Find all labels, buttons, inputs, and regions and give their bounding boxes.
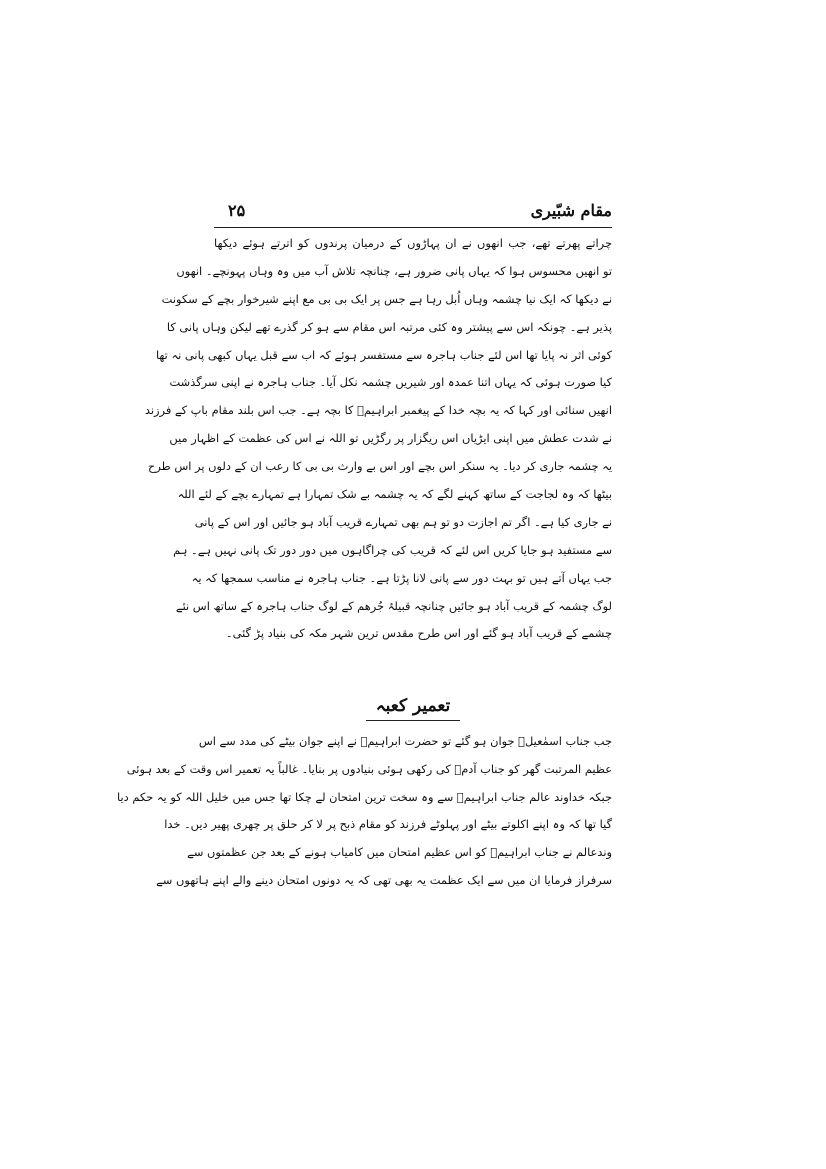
text-line: انھیں سنائی اور کہا کہ یہ بچہ خدا کے پیغمبر ابراہیمؑ کا بچہ ہے۔ جب اس بلند مقام باپ کے فرزند [144, 403, 612, 418]
section-heading [214, 694, 612, 721]
text-line: تو انھیں محسوس ہوا کہ یہاں پانی ضرور ہے، چنانچہ تلاش آب میں وہ وہاں پہونچے۔ انھوں [176, 263, 612, 278]
page-header [214, 201, 612, 225]
text-line: سے مستفید ہو جایا کریں اس لئے کہ قریب کی چراگاہوں میں دور دور تک پانی نہیں ہے۔ ہم [173, 542, 612, 557]
text-line: چشمے کے قریب آباد ہو گئے اور اس طرح مقدس ترین شہر مکہ کی بنیاد پڑ گئی۔ [225, 626, 612, 641]
text-line: وندعالم نے جناب ابراہیمؑ کو اس عظیم امتحان میں کامیاب ہونے کے بعد جن عظمتوں سے [187, 845, 612, 860]
text-line: چراتے پھرتے تھے، جب انھوں نے ان پہاڑوں کے درمیان پرندوں کو اترتے ہوئے دیکھا [214, 236, 612, 250]
text-line: عظیم المرتبت گھر کو جناب آدمؑ کی رکھی ہوئی بنیادوں پر بنایا۔ غالباً یہ تعمیر اس وقت کے بعد ہوئی [126, 761, 612, 776]
text-line: جب یہاں آتے ہیں تو بہت دور سے پانی لانا پڑتا ہے۔ جناب ہاجرہ نے مناسب سمجھا کہ یہ [191, 570, 612, 585]
text-line: نے جاری کیا ہے۔ اگر تم اجازت دو تو ہم بھی تمہارے قریب آباد ہو جائیں اور اس کے پانی [194, 514, 612, 529]
text-line: سرفراز فرمایا ان میں سے ایک عظمت یہ بھی تھی کہ یہ دونوں امتحان دینے والے اپنے ہاتھوں سے [156, 872, 612, 887]
page-number: ۲۵ [228, 201, 246, 220]
text-line: جب جناب اسمٰعیلؑ جوان ہو گئے تو حضرت ابراہیمؑ نے اپنے جوان بیٹے کی مدد سے اس [198, 734, 612, 748]
text-line: کیا صورت ہوئی کہ یہاں اتنا عمدہ اور شیریں چشمہ نکل آیا۔ جناب ہاجرہ نے اپنی سرگذشت [169, 375, 612, 390]
text-line: یہ چشمہ جاری کر دیا۔ یہ سنکر اس بچے اور اس بے وارث بی بی کا رعب ان کے دلوں پر اس طرح [148, 459, 612, 474]
header-rule [214, 227, 612, 228]
body-paragraph-2 [116, 728, 612, 895]
section-heading-text: تعمیر کعبہ [366, 694, 461, 721]
text-line: گیا تھا کہ وہ اپنے اکلوتے بیٹے اور پہلوٹے فرزند کو مقام ذبح پر لا کر حلق پر چھری پھیر دیں۔ خدا [164, 817, 612, 832]
text-line: نے شدت عطش میں اپنی ایڑیاں اس ریگزار پر رگڑیں تو اللہ نے اس کی عظمت کے اظہار میں [169, 431, 612, 446]
body-paragraph-1 [144, 230, 612, 648]
text-line: نے دیکھا کہ ایک نیا چشمہ وہاں اُبل رہا ہے جس پر ایک بی بی مع اپنے شیرخوار بچے کے سکونت [161, 291, 612, 306]
text-line: لوگ چشمہ کے قریب آباد ہو جائیں چنانچہ قبیلۂ جُرھم کے لوگ جناب ہاجرہ کے ساتھ اس نئے [175, 598, 612, 613]
running-head: مقام شبّیری [530, 201, 612, 220]
text-line: پذیر ہے۔ چونکہ اس سے پیشتر وہ کئی مرتبہ اس مقام سے ہو کر گذرے تھے لیکن وہاں پانی کا [166, 319, 612, 334]
text-line: کوئی اثر نہ پایا تھا اس لئے جناب ہاجرہ سے مستفسر ہوئے کہ اب سے قبل یہاں کبھی پانی نہ تھا [155, 347, 612, 362]
text-line: بیٹھا کہ وہ لجاجت کے ساتھ کہنے لگے کہ یہ چشمہ بے شک تمہارا ہے تمہارے بچے کے لئے اللہ [177, 487, 612, 502]
text-line: جبکہ خداوند عالم جناب ابراہیمؑ سے وہ سخت ترین امتحان لے چکا تھا جس میں خلیل اللہ کو یہ حکم دیا [116, 789, 612, 804]
